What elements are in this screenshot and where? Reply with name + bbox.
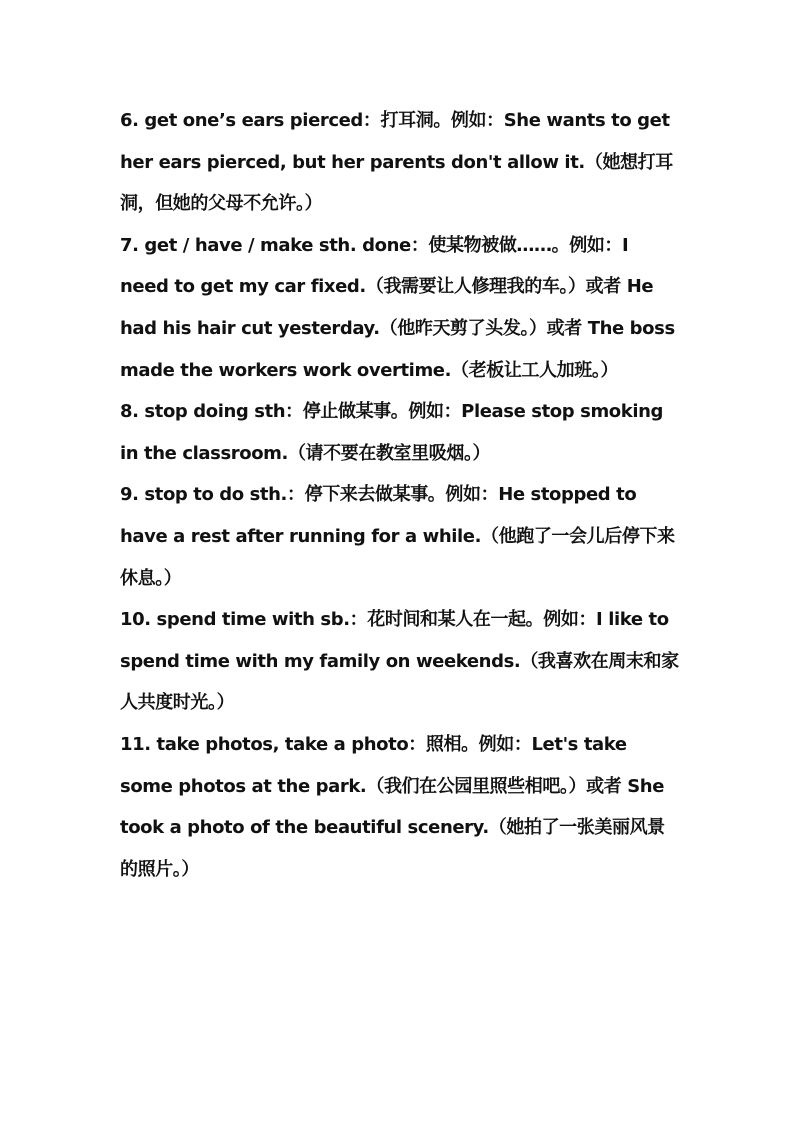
phrase-entry-10: 10. spend time with sb.：花时间和某人在一起。例如：I like to spend time with my family on weekends.（我喜欢在周末和家人共度时光。） [120, 609, 679, 714]
phrase-entry-9: 9. stop to do sth.：停下来去做某事。例如：He stopped to have a rest after running for a while.（他跑了一会儿后停下来休息。） [120, 484, 675, 589]
phrase-entry-8: 8. stop doing sth：停止做某事。例如：Please stop smoking in the classroom.（请不要在教室里吸烟。） [120, 401, 664, 464]
phrase-entry-11: 11. take photos, take a photo：照相。例如：Let's take some photos at the park.（我们在公园里照些相吧。）或者 She took a photo of the beautiful scenery.（她拍了一张美丽风景的照片。） [120, 733, 665, 880]
phrase-entry-6: 6. get one’s ears pierced：打耳洞。例如：She wants to get her ears pierced, but her parents don't allow it.（她想打耳洞，但她的父母不允许。） [120, 110, 673, 215]
phrase-entry-7: 7. get / have / make sth. done：使某物被做……。例如：I need to get my car fixed.（我需要让人修理我的车。）或者 He had his hair cut yesterday.（他昨天剪了头发。）或者 The boss made the workers work overtime.（老板让工人加班。） [120, 234, 675, 381]
phrase-list [120, 100, 680, 890]
